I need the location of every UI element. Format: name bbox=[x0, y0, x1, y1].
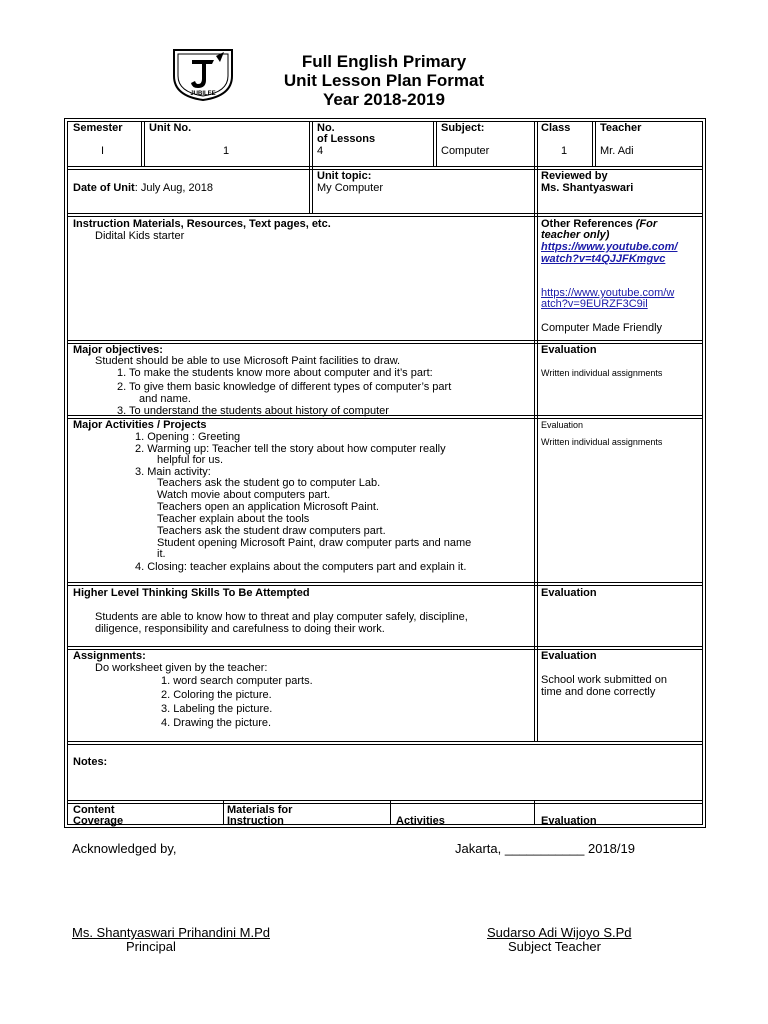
materials-item: Didital Kids starter bbox=[95, 230, 185, 242]
principal-name: Ms. Shantyaswari Prihandini M.Pd bbox=[72, 925, 270, 940]
lessons-label: No. bbox=[317, 122, 335, 134]
unit-value: 1 bbox=[223, 145, 230, 157]
topic-value: My Computer bbox=[317, 182, 384, 194]
school-logo bbox=[170, 46, 236, 102]
col-divider bbox=[534, 121, 535, 742]
assignments-heading: Assignments: bbox=[73, 650, 146, 662]
assignments-eval-heading: Evaluation bbox=[541, 650, 597, 662]
objective-item: 1. To make the students know more about computer and it’s part: bbox=[117, 367, 433, 379]
row-divider bbox=[67, 213, 703, 214]
content-header: Content bbox=[73, 804, 115, 816]
semester-value: I bbox=[101, 145, 105, 157]
row-divider bbox=[67, 585, 703, 586]
activity-line: Student opening Microsoft Paint, draw computer parts and name bbox=[157, 537, 472, 549]
objectives-heading: Major objectives: bbox=[73, 344, 163, 356]
objective-item-cont: and name. bbox=[139, 393, 191, 405]
evaluation-header: Evaluation bbox=[541, 815, 597, 827]
notes-label: Notes: bbox=[73, 756, 108, 768]
objectives-eval-value: Written individual assignments bbox=[541, 368, 663, 378]
topic-label: Unit topic: bbox=[317, 170, 372, 182]
activity-line: 1. Opening : Greeting bbox=[135, 431, 241, 443]
principal-role: Principal bbox=[126, 939, 176, 954]
col-divider bbox=[433, 121, 434, 167]
col-divider bbox=[223, 801, 224, 825]
row-divider bbox=[67, 744, 703, 745]
row-divider bbox=[67, 741, 703, 742]
activities-heading: Major Activities / Projects bbox=[73, 419, 207, 431]
date-value: : July Aug, 2018 bbox=[134, 182, 214, 194]
activity-line: Teachers open an application Microsoft Paint. bbox=[157, 501, 379, 513]
reviewed-label: Reviewed by bbox=[541, 170, 608, 182]
thinking-heading: Higher Level Thinking Skills To Be Attempted bbox=[73, 587, 310, 599]
assignment-item: 3. Labeling the picture. bbox=[161, 703, 273, 715]
assignment-item: 2. Coloring the picture. bbox=[161, 689, 272, 701]
row-divider bbox=[67, 582, 703, 583]
reference-link-2[interactable]: https://www.youtube.com/w bbox=[541, 287, 675, 299]
activity-line: Teachers ask the student draw computers part. bbox=[157, 525, 386, 537]
date-of-unit bbox=[73, 182, 213, 194]
place-date: Jakarta, ___________ 2018/19 bbox=[455, 841, 635, 856]
class-value: 1 bbox=[561, 145, 568, 157]
col-divider bbox=[312, 121, 313, 214]
thinking-line-1: Students are able to know how to threat and play computer safely, discipline, bbox=[95, 611, 468, 623]
assignments-intro: Do worksheet given by the teacher: bbox=[95, 662, 268, 674]
activity-line: 4. Closing: teacher explains about the computers part and explain it. bbox=[135, 561, 467, 573]
lesson-plan-table bbox=[64, 118, 706, 828]
activity-line: helpful for us. bbox=[157, 454, 224, 466]
materials-heading: Instruction Materials, Resources, Text pages, etc. bbox=[73, 218, 331, 230]
objective-item: 2. To give them basic knowledge of different types of computer’s part bbox=[117, 381, 452, 393]
title-line-1: Full English Primary bbox=[301, 52, 467, 71]
class-label: Class bbox=[541, 122, 571, 134]
teacher-label: Teacher bbox=[600, 122, 642, 134]
title-line-3: Year 2018-2019 bbox=[323, 90, 445, 109]
activity-line: it. bbox=[157, 548, 166, 560]
assignment-item: 4. Drawing the picture. bbox=[161, 717, 272, 729]
col-divider bbox=[309, 121, 310, 214]
row-divider bbox=[67, 803, 703, 804]
lessons-label-2: of Lessons bbox=[317, 133, 376, 145]
teacher-name: Sudarso Adi Wijoyo S.Pd bbox=[487, 925, 632, 940]
title-line-2: Unit Lesson Plan Format bbox=[283, 71, 485, 90]
date-label: Date of Unit bbox=[73, 182, 135, 194]
reference-link-2-cont[interactable]: atch?v=9EURZF3C9il bbox=[541, 298, 648, 310]
content-header-2: Coverage bbox=[73, 815, 124, 827]
objectives-intro: Student should be able to use Microsoft Paint facilities to draw. bbox=[95, 355, 401, 367]
col-divider bbox=[537, 121, 538, 742]
activity-line: Teacher explain about the tools bbox=[157, 513, 310, 525]
col-divider bbox=[141, 121, 142, 167]
materials-header-2: Instruction bbox=[227, 815, 284, 827]
row-divider bbox=[67, 166, 703, 167]
activity-line: 2. Warming up: Teacher tell the story about how computer really bbox=[135, 443, 446, 455]
assignments-eval-line-2: time and done correctly bbox=[541, 686, 656, 698]
reference-link-1-cont[interactable]: watch?v=t4QJJFKmgvc bbox=[541, 253, 666, 265]
col-divider bbox=[595, 121, 596, 167]
col-divider bbox=[144, 121, 145, 167]
thinking-line-2: diligence, responsibility and carefulness to doing their work. bbox=[95, 623, 385, 635]
teacher-value: Mr. Adi bbox=[600, 145, 634, 157]
row-divider bbox=[67, 216, 703, 217]
col-divider bbox=[390, 801, 391, 825]
col-divider bbox=[592, 121, 593, 167]
teacher-role: Subject Teacher bbox=[508, 939, 601, 954]
reference-link-1[interactable]: https://www.youtube.com/ bbox=[541, 241, 678, 253]
thinking-eval-heading: Evaluation bbox=[541, 587, 597, 599]
lessons-value: 4 bbox=[317, 145, 324, 157]
materials-header: Materials for bbox=[227, 804, 293, 816]
acknowledged-text: Acknowledged by, bbox=[72, 841, 177, 856]
objectives-eval-heading: Evaluation bbox=[541, 344, 597, 356]
unit-label: Unit No. bbox=[149, 122, 192, 134]
col-divider bbox=[436, 121, 437, 167]
activity-line: Teachers ask the student go to computer Lab. bbox=[157, 477, 381, 489]
assignments-eval-line-1: School work submitted on bbox=[541, 674, 667, 686]
activities-header: Activities bbox=[396, 815, 445, 827]
subject-value: Computer bbox=[441, 145, 490, 157]
row-divider bbox=[67, 800, 703, 801]
reference-book: Computer Made Friendly bbox=[541, 322, 663, 334]
references-heading: Other References (For bbox=[541, 218, 658, 230]
col-divider bbox=[534, 801, 535, 825]
activities-eval-value: Written individual assignments bbox=[541, 437, 663, 447]
row-divider bbox=[67, 646, 703, 647]
row-divider bbox=[67, 649, 703, 650]
logo-text: JUBILEE bbox=[190, 91, 216, 97]
assignment-item: 1. word search computer parts. bbox=[161, 675, 313, 687]
activity-line: Watch movie about computers part. bbox=[157, 489, 331, 501]
semester-label: Semester bbox=[73, 122, 123, 134]
row-divider bbox=[67, 340, 703, 341]
references-heading-2: teacher only) bbox=[541, 229, 610, 241]
activities-eval-heading: Evaluation bbox=[541, 420, 584, 430]
subject-label: Subject: bbox=[441, 122, 485, 134]
activity-line: 3. Main activity: bbox=[135, 466, 211, 478]
objective-item: 3. To understand the students about history of computer bbox=[117, 405, 389, 417]
reviewed-value: Ms. Shantyaswari bbox=[541, 182, 634, 194]
